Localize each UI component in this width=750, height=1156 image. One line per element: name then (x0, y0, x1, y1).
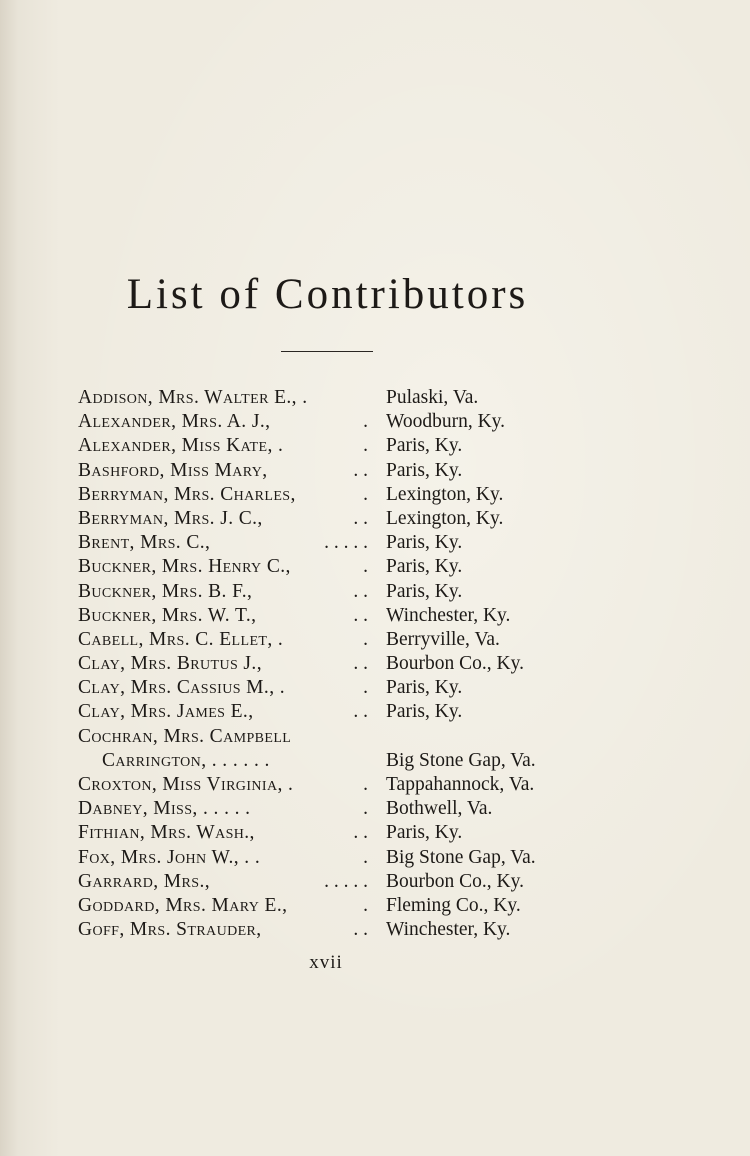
leader-dots: . (363, 846, 368, 868)
contributor-name: Alexander, Miss Kate, . (78, 435, 284, 457)
contributor-place: Big Stone Gap, Va. (386, 846, 536, 868)
list-item (78, 821, 598, 845)
leader-dots: . . (353, 459, 368, 481)
contributor-place: Paris, Ky. (386, 677, 463, 699)
leader-dots: . (363, 774, 368, 795)
contributor-name: Cochran, Mrs. Campbell (78, 725, 292, 747)
contributor-place: Bothwell, Va. (386, 798, 493, 820)
contributor-place: Winchester, Ky. (386, 604, 511, 626)
contributor-name: Addison, Mrs. Walter E., . (78, 387, 308, 408)
contributor-place: Lexington, Ky. (386, 507, 504, 529)
contributor-list (78, 386, 598, 942)
list-item (78, 580, 598, 604)
contributor-place: Paris, Ky. (386, 435, 463, 457)
list-item (78, 652, 598, 676)
page-number: xvii (309, 952, 343, 973)
leader-dots: . . (353, 822, 368, 844)
contributor-name: Clay, Mrs. Cassius M., . (78, 677, 286, 699)
contributor-name: Fox, Mrs. John W., . . (78, 846, 261, 868)
contributor-name: Bashford, Miss Mary, (78, 459, 268, 481)
contributor-name: Croxton, Miss Virginia, . (78, 774, 294, 795)
contributor-name: Carrington, . . . . . . (102, 749, 270, 771)
leader-dots: . . (353, 580, 368, 602)
contributor-place: Bourbon Co., Ky. (386, 870, 524, 892)
leader-dots: . (363, 894, 368, 916)
contributor-place: Paris, Ky. (386, 556, 463, 578)
list-item (78, 531, 598, 555)
leader-dots: . . . . . (324, 870, 368, 892)
contributor-name: Dabney, Miss, . . . . . (78, 798, 251, 820)
contributor-place: Tappahannock, Va. (386, 774, 535, 795)
list-item (78, 846, 598, 870)
leader-dots: . . (353, 701, 368, 723)
contributor-place: Pulaski, Va. (386, 387, 479, 408)
page-title: List of Contributors (126, 271, 529, 318)
contributor-place: Paris, Ky. (386, 580, 463, 602)
contributor-name: Clay, Mrs. James E., (78, 701, 254, 723)
leader-dots: . . (353, 919, 368, 941)
leader-dots: . . . . . (324, 532, 368, 554)
leader-dots: . . (353, 507, 368, 529)
contributor-place: Berryville, Va. (386, 628, 500, 650)
title-divider (281, 351, 373, 352)
contributor-place: Woodburn, Ky. (386, 411, 506, 433)
leader-dots: . (363, 411, 368, 433)
contributor-name: Clay, Mrs. Brutus J., (78, 653, 262, 675)
list-item (78, 483, 598, 507)
leader-dots: . . (353, 653, 368, 675)
list-item (78, 700, 598, 724)
list-item (78, 386, 598, 410)
list-item (78, 773, 598, 797)
list-item (78, 749, 598, 773)
contributor-place: Paris, Ky. (386, 822, 463, 844)
leader-dots: . (363, 483, 368, 505)
contributor-place: Paris, Ky. (386, 532, 463, 554)
contributor-place: Paris, Ky. (386, 701, 463, 723)
leader-dots: . (363, 677, 368, 699)
contributor-place: Lexington, Ky. (386, 483, 504, 505)
contributor-name: Buckner, Mrs. Henry C., (78, 556, 291, 578)
contributor-name: Cabell, Mrs. C. Ellet, . (78, 628, 284, 650)
contributor-place: Paris, Ky. (386, 459, 463, 481)
list-item (78, 797, 598, 821)
contributor-place: Fleming Co., Ky. (386, 894, 521, 916)
contributor-place: Big Stone Gap, Va. (386, 749, 536, 771)
list-item (78, 459, 598, 483)
contributor-name: Brent, Mrs. C., (78, 532, 211, 554)
list-item (78, 894, 598, 918)
contributor-name: Alexander, Mrs. A. J., (78, 411, 271, 433)
contributor-name: Goddard, Mrs. Mary E., (78, 894, 288, 916)
contributor-place: Winchester, Ky. (386, 919, 511, 941)
list-item (78, 434, 598, 458)
leader-dots: . . (353, 604, 368, 626)
list-item (78, 507, 598, 531)
leader-dots: . (363, 628, 368, 650)
list-item (78, 628, 598, 652)
list-item (78, 725, 598, 749)
leader-dots: . (363, 798, 368, 820)
list-item (78, 918, 598, 942)
list-item (78, 555, 598, 579)
leader-dots: . (363, 556, 368, 578)
list-item (78, 604, 598, 628)
contributor-name: Buckner, Mrs. W. T., (78, 604, 257, 626)
contributor-name: Goff, Mrs. Strauder, (78, 919, 262, 941)
contributor-name: Fithian, Mrs. Wash., (78, 822, 255, 844)
list-item (78, 676, 598, 700)
contributor-place: Bourbon Co., Ky. (386, 653, 524, 675)
leader-dots: . (363, 435, 368, 457)
contributor-name: Berryman, Mrs. Charles, (78, 483, 296, 505)
contributor-name: Garrard, Mrs., (78, 870, 210, 892)
contributor-name: Berryman, Mrs. J. C., (78, 507, 263, 529)
list-item (78, 870, 598, 894)
list-item (78, 410, 598, 434)
contributor-name: Buckner, Mrs. B. F., (78, 580, 253, 602)
